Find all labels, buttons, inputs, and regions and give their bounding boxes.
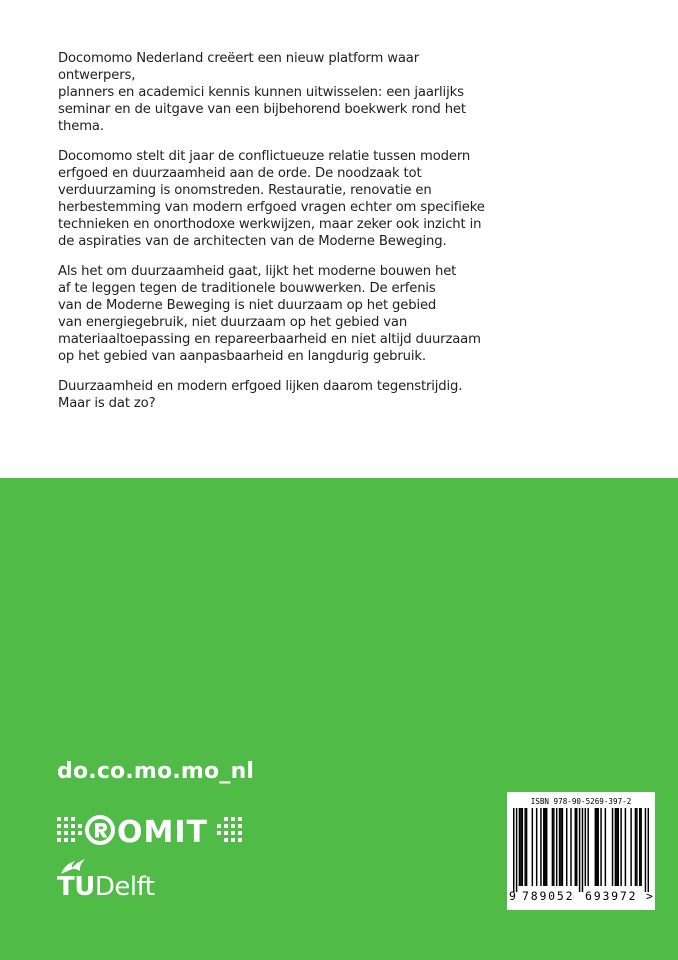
barcode-bar [540, 808, 541, 886]
barcode-bar [553, 808, 554, 886]
barcode-bar [582, 808, 583, 892]
barcode-first-digit: 9 [509, 889, 516, 903]
barcode-bar [556, 808, 557, 886]
barcode-bar [587, 808, 588, 886]
barcode-bar [566, 808, 567, 886]
barcode-bar [585, 808, 586, 886]
barcode-bar [645, 808, 646, 892]
tudelft-wordmark [57, 872, 155, 902]
barcode-bar [635, 808, 636, 886]
docomomo-logo: do.co.mo.mo_nl [57, 759, 255, 784]
barcode-bars [513, 808, 649, 892]
paragraph-1: Docomomo Nederland creëert een nieuw platform waar ontwerpers, planners en academici kennis kunnen uitwisselen: een jaarlijks seminar en de uitgave van een bijbehorend boekwerk rond het thema. [58, 51, 466, 134]
barcode-bar [546, 808, 547, 886]
barcode-bar [513, 808, 514, 892]
barcode-bar [522, 808, 523, 886]
omit-dot-grid-right-icon [217, 817, 242, 842]
barcode-bar [612, 808, 613, 886]
omit-logo-graphic [57, 814, 243, 846]
barcode-bar [560, 808, 561, 886]
barcode-bar [532, 808, 533, 886]
tudelft-wordmark-delft: Delft [94, 872, 155, 902]
barcode-bar [597, 808, 598, 886]
omit-dot-grid-left-icon [57, 817, 82, 842]
barcode-bar [620, 808, 621, 886]
barcode-bar [616, 808, 617, 886]
barcode-bar [595, 808, 596, 886]
barcode-bar [618, 808, 619, 886]
barcode-bar [543, 808, 544, 886]
barcode-bar [648, 808, 649, 892]
barcode-bar [625, 808, 626, 886]
barcode-bar [519, 808, 520, 886]
back-cover-text [58, 50, 498, 425]
barcode-bar [526, 808, 527, 886]
barcode-right-group: 693972 [585, 889, 638, 903]
barcode-bar [636, 808, 637, 886]
barcode [507, 792, 655, 910]
omit-registered-circle-icon [87, 817, 113, 843]
barcode-bar [552, 808, 553, 886]
isbn-text: ISBN 978-90-5269-397-2 [530, 797, 632, 806]
barcode-bar [575, 808, 576, 886]
paragraph-4: Duurzaamheid en modern erfgoed lijken daarom tegenstrijdig. Maar is dat zo? [58, 379, 463, 411]
tudelft-wordmark-tu: TU [57, 872, 95, 902]
barcode-bar [630, 808, 631, 886]
barcode-bar [520, 808, 521, 886]
barcode-bar [576, 808, 577, 886]
barcode-left-group: 789052 [522, 889, 575, 903]
barcode-bar [600, 808, 601, 886]
barcode-bar [516, 808, 517, 892]
barcode-bar [640, 808, 641, 886]
barcode-bar [570, 808, 571, 886]
omit-logo-text: OMIT [117, 815, 208, 846]
barcode-bar [524, 808, 525, 886]
omit-logo [57, 814, 243, 850]
barcode-bar [536, 808, 537, 886]
paragraph-2: Docomomo stelt dit jaar de conflictueuze relatie tussen modern erfgoed en duurzaamheid aan de orde. De noodzaak tot verduurzaming is onomstreden. Restauratie, renovatie en herbestemming van modern erfgoed vragen echter om specifieke technieken en onorthodoxe werkwijzen, maar zeker ook inzicht in de aspiraties van de architecten van de Moderne Beweging. [58, 149, 485, 249]
paragraph-3: Als het om duurzaamheid gaat, lijkt het moderne bouwen het af te leggen tegen de traditionele bouwwerken. De erfenis van de Moderne Beweging is niet duurzaam op het gebied van energiegebruik, niet duurzaam op het gebied van materiaaltoepassing en repareerbaarheid en niet altijd duurzaam op het gebied van aanpasbaarheid en langdurig gebruik. [58, 264, 481, 364]
barcode-bar [579, 808, 580, 892]
barcode-bar [615, 808, 616, 886]
barcode-end-mark: > [646, 889, 653, 903]
barcode-bar [639, 808, 640, 886]
barcode-bar [559, 808, 560, 886]
barcode-bar [562, 808, 563, 886]
barcode-bar [605, 808, 606, 886]
barcode-bar [596, 808, 597, 886]
barcode-bar [544, 808, 545, 886]
